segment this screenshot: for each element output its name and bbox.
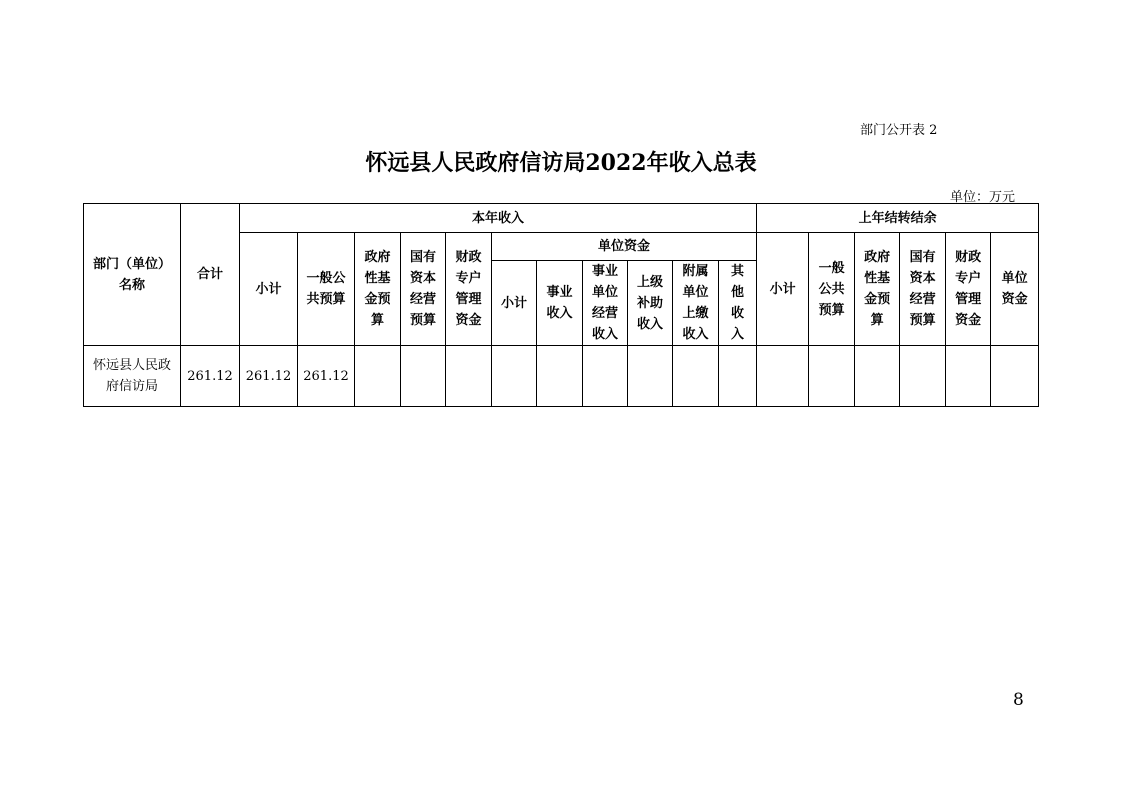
header-cy-general-budget: 一般公 共预算 bbox=[298, 233, 355, 346]
row-cy-fiscal-special bbox=[446, 346, 492, 407]
row-py-unit-funds bbox=[991, 346, 1039, 407]
header-uf-business: 事业 收入 bbox=[537, 261, 583, 346]
row-cy-gov-fund bbox=[355, 346, 401, 407]
page-title: 怀远县人民政府信访局2022年收入总表 bbox=[365, 150, 757, 176]
header-prev-year-carryover: 上年结转结余 bbox=[757, 204, 1039, 233]
row-py-subtotal bbox=[757, 346, 809, 407]
header-py-subtotal: 小计 bbox=[757, 233, 809, 346]
row-total: 261.12 bbox=[181, 346, 240, 407]
table-row bbox=[84, 346, 1039, 407]
header-cy-gov-fund: 政府 性基 金预 算 bbox=[355, 233, 401, 346]
header-cy-fiscal-special: 财政 专户 管理 资金 bbox=[446, 233, 492, 346]
header-total: 合计 bbox=[181, 204, 240, 346]
row-cy-general-budget: 261.12 bbox=[298, 346, 355, 407]
income-summary-table bbox=[83, 203, 1039, 407]
header-py-fiscal-special: 财政 专户 管理 资金 bbox=[946, 233, 991, 346]
row-dept-name: 怀远县人民政 府信访局 bbox=[84, 346, 181, 407]
row-py-state-capital bbox=[900, 346, 946, 407]
row-uf-business bbox=[537, 346, 583, 407]
row-uf-superior-subsidy bbox=[628, 346, 673, 407]
header-py-general-budget: 一般 公共 预算 bbox=[809, 233, 855, 346]
header-cy-state-capital: 国有 资本 经营 预算 bbox=[401, 233, 446, 346]
page-number: 8 bbox=[1013, 690, 1024, 710]
row-py-general-budget bbox=[809, 346, 855, 407]
header-py-unit-funds: 单位 资金 bbox=[991, 233, 1039, 346]
header-cy-subtotal: 小计 bbox=[240, 233, 298, 346]
header-dept-name: 部门（单位） 名称 bbox=[84, 204, 181, 346]
row-uf-subtotal bbox=[492, 346, 537, 407]
header-uf-superior-subsidy: 上级 补助 收入 bbox=[628, 261, 673, 346]
header-py-state-capital: 国有 资本 经营 预算 bbox=[900, 233, 946, 346]
row-uf-business-operating bbox=[583, 346, 628, 407]
row-cy-subtotal: 261.12 bbox=[240, 346, 298, 407]
header-current-year-income: 本年收入 bbox=[240, 204, 757, 233]
row-py-gov-fund bbox=[855, 346, 900, 407]
row-uf-other bbox=[719, 346, 757, 407]
header-uf-other: 其 他 收 入 bbox=[719, 261, 757, 346]
row-cy-state-capital bbox=[401, 346, 446, 407]
header-unit-funds: 单位资金 bbox=[492, 233, 757, 261]
unit-label: 单位：万元 bbox=[950, 190, 1016, 205]
header-py-gov-fund: 政府 性基 金预 算 bbox=[855, 233, 900, 346]
table-number-label: 部门公开表 2 bbox=[860, 123, 938, 138]
row-uf-affiliated-remit bbox=[673, 346, 719, 407]
header-uf-business-operating: 事业 单位 经营 收入 bbox=[583, 261, 628, 346]
header-row-1 bbox=[84, 204, 1039, 233]
header-uf-affiliated-remit: 附属 单位 上缴 收入 bbox=[673, 261, 719, 346]
row-py-fiscal-special bbox=[946, 346, 991, 407]
header-uf-subtotal: 小计 bbox=[492, 261, 537, 346]
